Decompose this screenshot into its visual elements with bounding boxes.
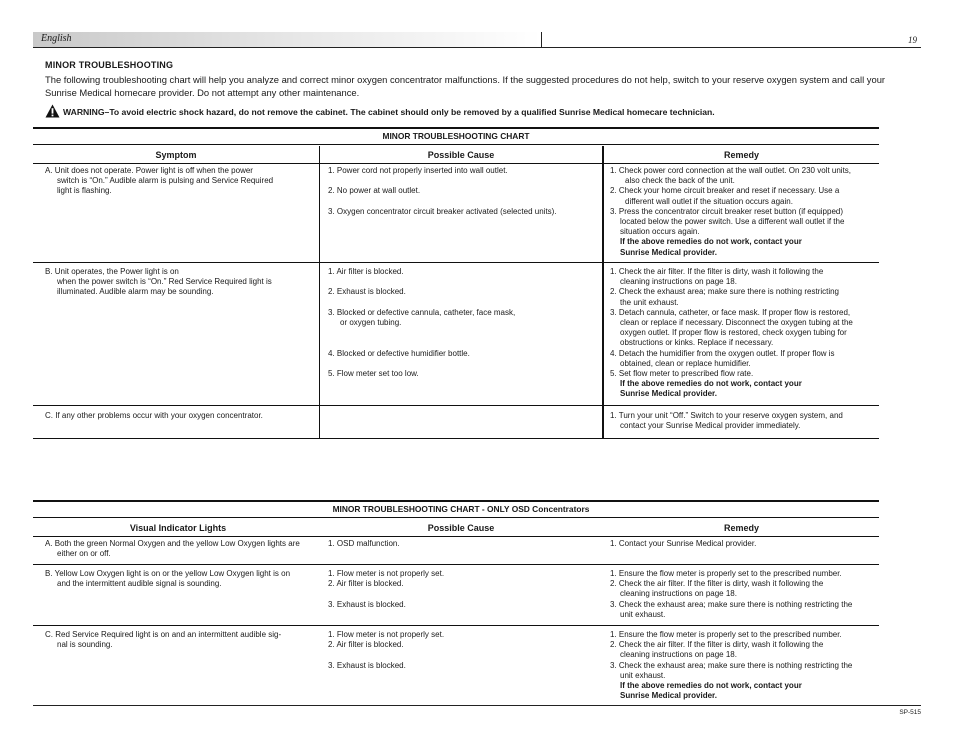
- text-line: 1. Contact your Sunrise Medical provider.: [610, 539, 757, 548]
- table2-rowC-indicator: [45, 630, 317, 650]
- text-line: A. Both the green Normal Oxygen and the yellow Low Oxygen lights are: [45, 539, 300, 548]
- text-line: unit exhaust.: [620, 670, 666, 680]
- section-title: MINOR TROUBLESHOOTING: [45, 60, 174, 70]
- table1-rowB-remedy: [610, 267, 878, 400]
- text-line: situation occurs again.: [620, 227, 700, 237]
- text-line: Sunrise Medical provider.: [620, 389, 717, 399]
- table1-rowB-cause: [328, 267, 600, 379]
- footer-code: SP-515: [899, 709, 921, 716]
- text-line: and the intermittent audible signal is sounding.: [57, 579, 222, 589]
- table1-title: MINOR TROUBLESHOOTING CHART: [382, 131, 530, 141]
- text-line: 5. Set flow meter to prescribed flow rate.: [610, 369, 754, 379]
- header-divider: [541, 32, 542, 47]
- header-rule: [33, 47, 921, 48]
- header-language: English: [41, 33, 72, 44]
- table1-bottom-rule: [33, 438, 879, 439]
- table1-rowA-rule: [33, 262, 879, 263]
- table2-rowA-indicator: [45, 539, 317, 559]
- text-line: 3. Detach cannula, catheter, or face mask. If proper flow is restored,: [610, 307, 851, 317]
- table2-rowC-remedy: [610, 630, 878, 701]
- warning-text: WARNING–To avoid electric shock hazard, do not remove the cabinet. The cabinet should only be removed by a qualified Sunrise Medical homecare technician.: [63, 107, 715, 117]
- text-line: 2. Check the exhaust area; make sure there is nothing restricting: [610, 287, 840, 297]
- text-line: light is flashing.: [57, 186, 112, 196]
- table2-header-rule: [33, 536, 879, 537]
- table1-header-rule: [33, 163, 879, 164]
- text-line: B. Unit operates, the Power light is on: [45, 267, 179, 276]
- text-line: or oxygen tubing.: [340, 317, 402, 327]
- text-line: 1. Flow meter is not properly set.: [328, 569, 445, 578]
- table1-top-rule: [33, 127, 879, 129]
- table2-rowB-cause: [328, 569, 600, 610]
- text-line: 3. Oxygen concentrator circuit breaker activated (selected units).: [328, 206, 557, 216]
- table2-col-indicator: Visual Indicator Lights: [129, 523, 227, 533]
- text-line: C. If any other problems occur with your oxygen concentrator.: [45, 411, 263, 420]
- footer-rule: [33, 705, 921, 706]
- text-line: Sunrise Medical provider.: [620, 691, 717, 701]
- table1-title-rule: [33, 144, 879, 145]
- text-line: 1. Check the air filter. If the filter is dirty, wash it following the: [610, 267, 824, 276]
- text-line: unit exhaust.: [620, 609, 666, 619]
- text-line: 2. Air filter is blocked.: [328, 640, 404, 650]
- text-line: nal is sounding.: [57, 640, 113, 650]
- table1-divider-1: [319, 146, 320, 439]
- text-line: If the above remedies do not work, contact your: [620, 237, 802, 247]
- warning-icon: [45, 104, 60, 118]
- text-line: different wall outlet if the situation occurs again.: [625, 196, 793, 206]
- text-line: If the above remedies do not work, contact your: [620, 681, 802, 691]
- text-line: 2. No power at wall outlet.: [328, 186, 421, 196]
- text-line: cleaning instructions on page 18.: [620, 277, 737, 287]
- table2-rowB-remedy: [610, 569, 878, 620]
- text-line: 2. Exhaust is blocked.: [328, 287, 406, 297]
- text-line: cleaning instructions on page 18.: [620, 589, 737, 599]
- intro-paragraph: The following troubleshooting chart will help you analyze and correct minor oxygen concentrator malfunctions. If the suggested procedures do not help, switch to your reserve oxygen system and call your Sunrise Medical homecare provider. Do not attempt any other maintenance.: [45, 74, 886, 98]
- text-line: clean or replace if necessary. Disconnect the oxygen tubing at the: [620, 318, 853, 328]
- text-line: 2. Check your home circuit breaker and reset if necessary. Use a: [610, 186, 840, 196]
- text-line: 2. Air filter is blocked.: [328, 579, 404, 589]
- text-line: 3. Exhaust is blocked.: [328, 660, 406, 670]
- text-line: B. Yellow Low Oxygen light is on or the yellow Low Oxygen light is on: [45, 569, 291, 578]
- table2-col-remedy: Remedy: [723, 523, 759, 533]
- table2-rowA-remedy: [610, 539, 878, 549]
- text-line: obstructions or kinks. Replace if necessary.: [620, 338, 774, 348]
- table1-rowC-remedy: [610, 411, 878, 431]
- table2-top-rule: [33, 500, 879, 502]
- table2-rowB-indicator: [45, 569, 317, 589]
- table1-col-remedy: Remedy: [723, 150, 759, 160]
- text-line: 3. Check the exhaust area; make sure there is nothing restricting the: [610, 660, 853, 670]
- text-line: switch is “On.” Audible alarm is pulsing and Service Required: [57, 176, 274, 186]
- table2-rowB-rule: [33, 625, 879, 626]
- text-line: 5. Flow meter set too low.: [328, 368, 419, 378]
- text-line: 1. Flow meter is not properly set.: [328, 630, 445, 639]
- text-line: 4. Blocked or defective humidifier bottle.: [328, 348, 470, 358]
- text-line: 2. Check the air filter. If the filter is dirty, wash it following the: [610, 579, 824, 589]
- text-line: 3. Press the concentrator circuit breaker reset button (if equipped): [610, 206, 844, 216]
- text-line: 1. Ensure the flow meter is properly set to the prescribed number.: [610, 630, 842, 639]
- text-line: oxygen outlet. If proper flow is restored, check oxygen tubing for: [620, 328, 847, 338]
- text-line: 3. Exhaust is blocked.: [328, 599, 406, 609]
- table2-title: MINOR TROUBLESHOOTING CHART - ONLY OSD Concentrators: [332, 504, 590, 514]
- text-line: 1. Check power cord connection at the wall outlet. On 230 volt units,: [610, 166, 852, 175]
- table2-rowA-cause: [328, 539, 600, 549]
- text-line: C. Red Service Required light is on and an intermittent audible sig-: [45, 630, 282, 639]
- text-line: 1. Ensure the flow meter is properly set to the prescribed number.: [610, 569, 842, 578]
- table2-title-rule: [33, 517, 879, 518]
- text-line: A. Unit does not operate. Power light is off when the power: [45, 166, 253, 175]
- table1-col-symptom: Symptom: [155, 150, 197, 160]
- text-line: 3. Blocked or defective cannula, catheter, face mask,: [328, 307, 516, 317]
- text-line: located below the power switch. Use a different wall outlet if the: [620, 217, 845, 227]
- text-line: 1. Power cord not properly inserted into wall outlet.: [328, 166, 508, 175]
- text-line: 1. Turn your unit “Off.” Switch to your reserve oxygen system, and: [610, 411, 843, 420]
- table1-col-cause: Possible Cause: [427, 150, 495, 160]
- text-line: 4. Detach the humidifier from the oxygen outlet. If proper flow is: [610, 348, 835, 358]
- text-line: contact your Sunrise Medical provider immediately.: [620, 421, 801, 431]
- table1-rowB-rule: [33, 405, 879, 406]
- table1-rowA-symptom: [45, 166, 315, 197]
- table2-rowC-cause: [328, 630, 600, 671]
- table1-rowA-cause: [328, 166, 600, 217]
- warning-block: [45, 104, 715, 118]
- table2-rowA-rule: [33, 564, 879, 565]
- page-number: 19: [908, 35, 917, 45]
- table1-rowA-remedy: [610, 166, 878, 258]
- table2-col-cause: Possible Cause: [427, 523, 495, 533]
- text-line: when the power switch is “On.” Red Service Required light is: [57, 277, 272, 287]
- text-line: 1. Air filter is blocked.: [328, 267, 404, 276]
- text-line: also check the back of the unit.: [625, 176, 735, 186]
- text-line: If the above remedies do not work, contact your: [620, 379, 802, 389]
- text-line: 3. Check the exhaust area; make sure there is nothing restricting the: [610, 599, 853, 609]
- table1-rowB-symptom: [45, 267, 315, 298]
- text-line: Sunrise Medical provider.: [620, 247, 717, 257]
- text-line: the unit exhaust.: [620, 297, 679, 307]
- text-line: 2. Check the air filter. If the filter is dirty, wash it following the: [610, 640, 824, 650]
- table1-divider-2: [602, 146, 604, 439]
- header-bar: [33, 32, 541, 47]
- text-line: cleaning instructions on page 18.: [620, 650, 737, 660]
- text-line: obtained, clean or replace humidifier.: [620, 358, 751, 368]
- text-line: 1. OSD malfunction.: [328, 539, 400, 548]
- table1-rowC-symptom: [45, 411, 315, 421]
- text-line: illuminated. Audible alarm may be sounding.: [57, 287, 214, 297]
- text-line: either on or off.: [57, 549, 111, 559]
